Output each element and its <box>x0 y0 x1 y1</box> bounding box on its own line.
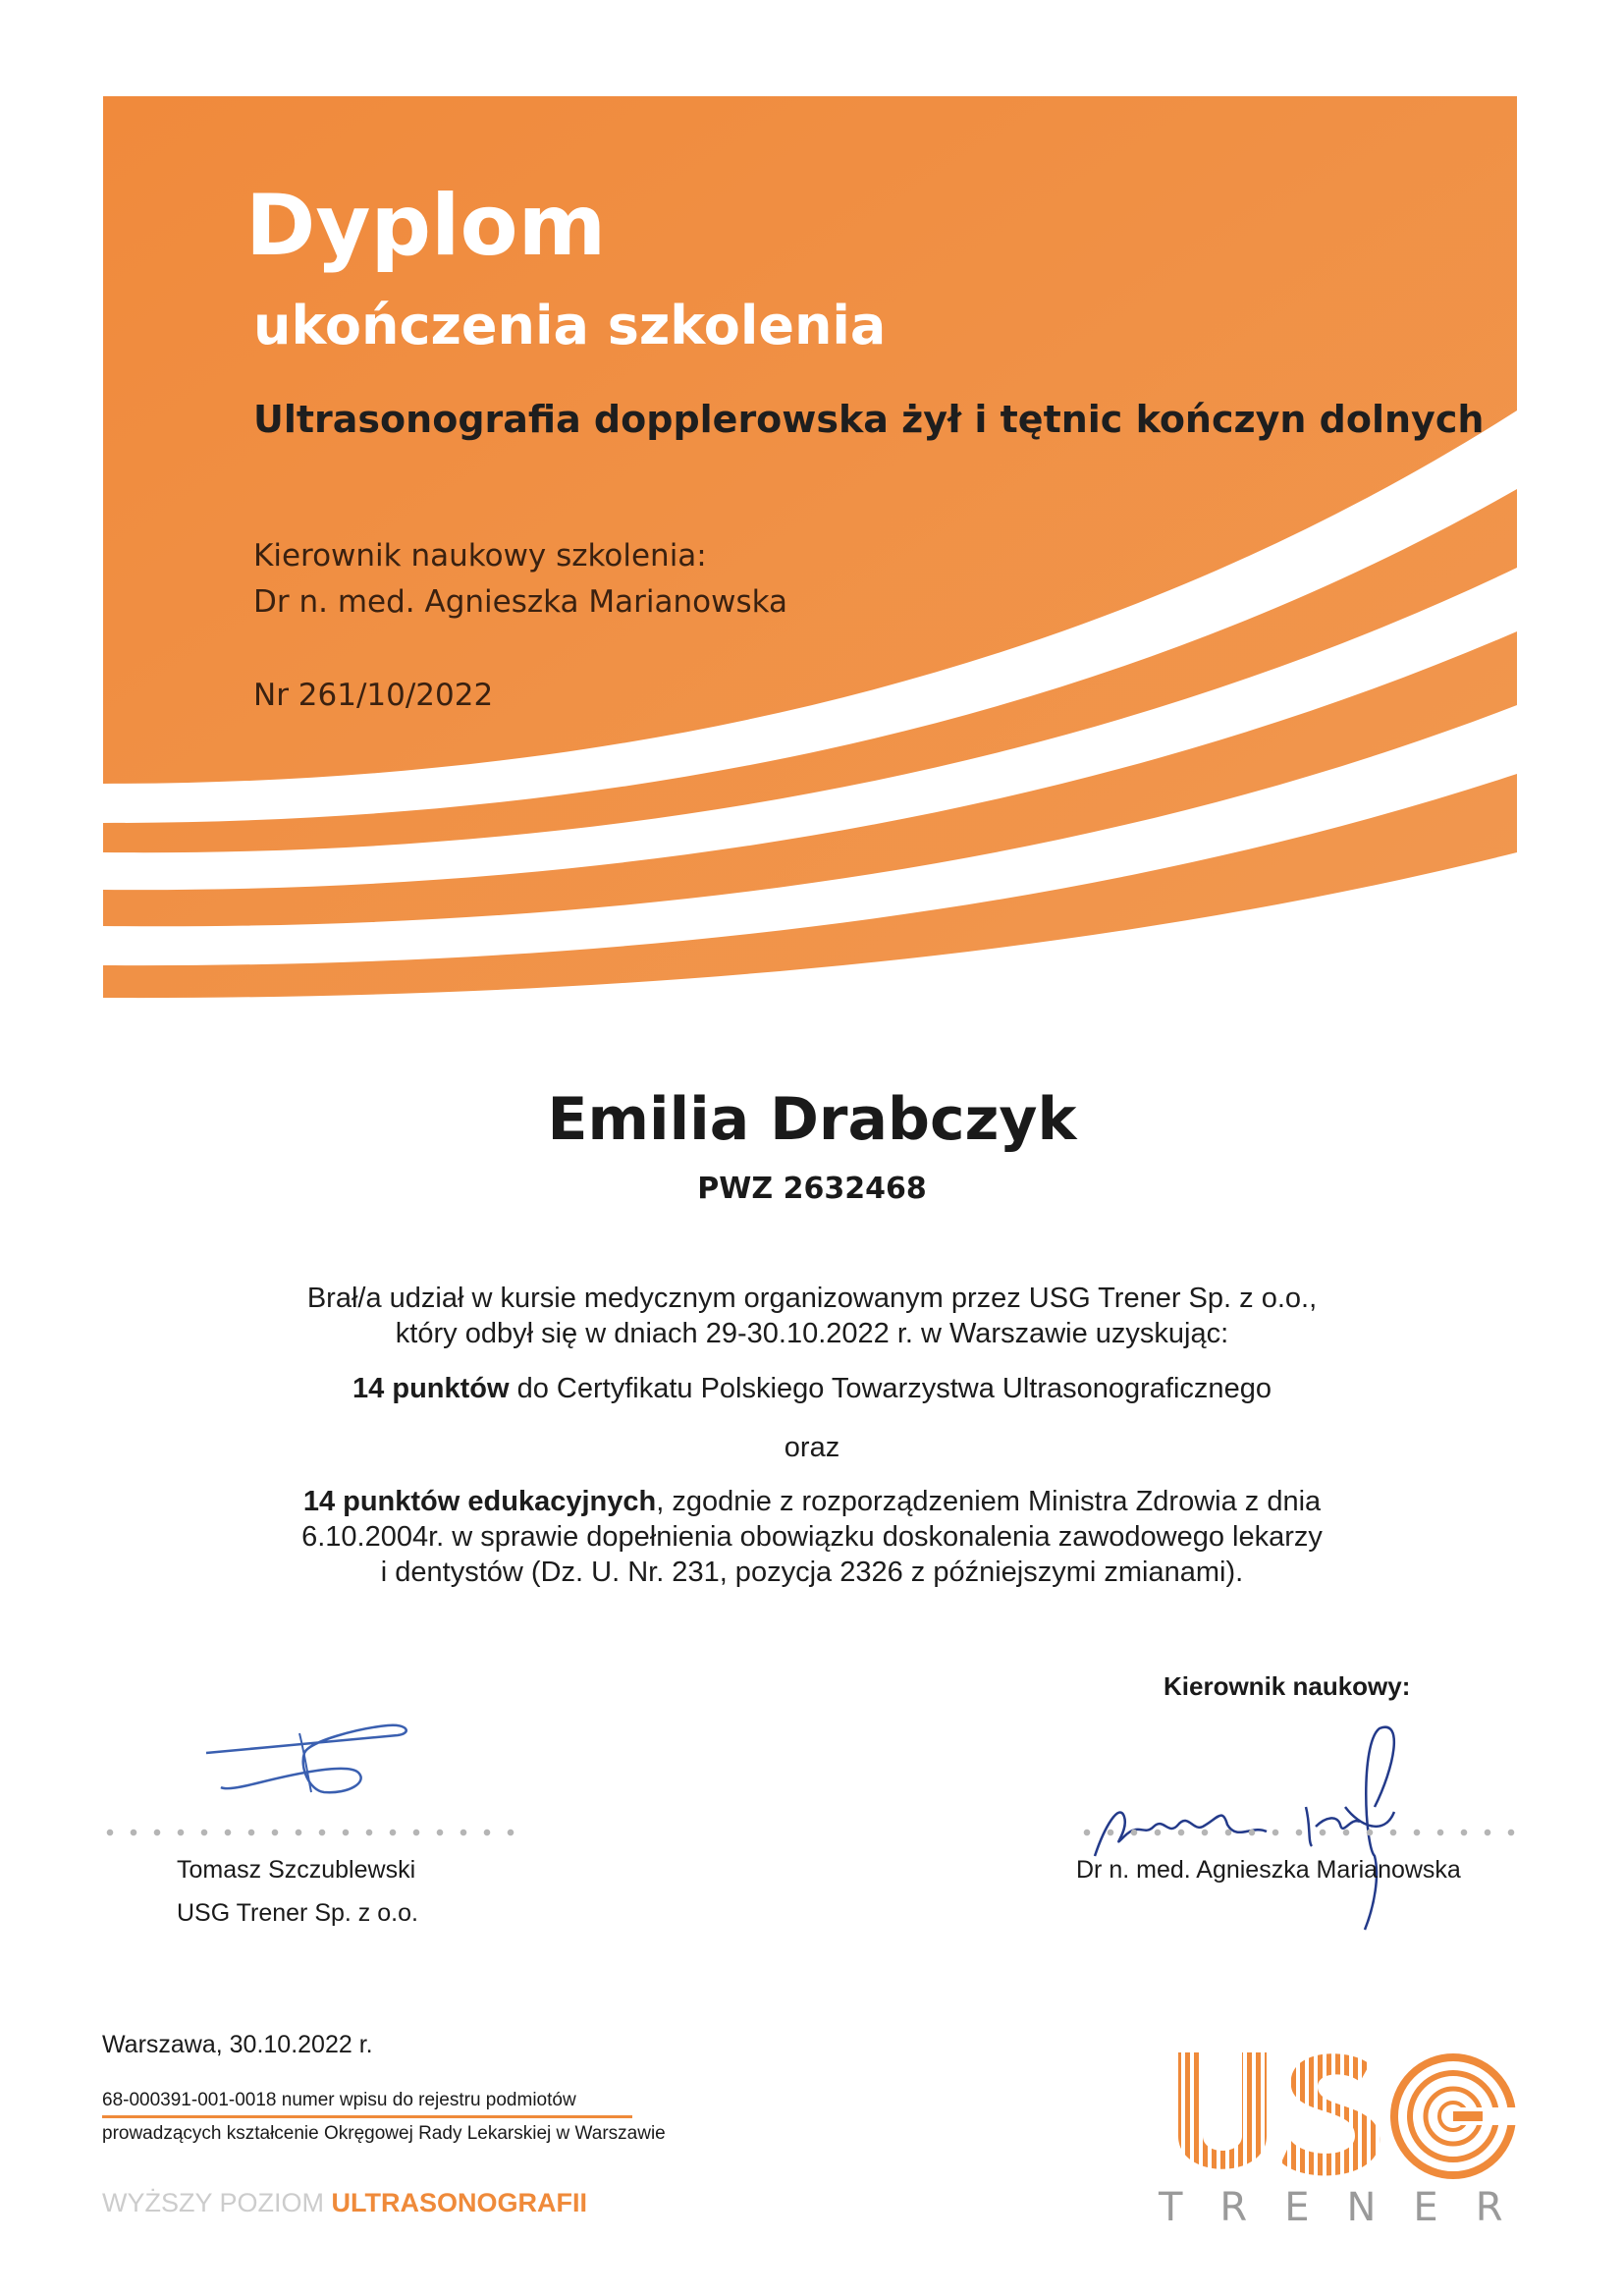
right-signer-name: Dr n. med. Agnieszka Marianowska <box>1076 1856 1461 1884</box>
tagline-light: WYŻSZY POZIOM <box>102 2188 332 2217</box>
registry-line-1: 68-000391-001-0018 numer wpisu do rejestru podmiotów <box>102 2090 576 2110</box>
body-line-6: 6.10.2004r. w sprawie dopełnienia obowiązku doskonalenia zawodowego lekarzy <box>301 1521 1323 1553</box>
course-title: Ultrasonografia dopplerowska żył i tętnic kończyn dolnych <box>253 398 1485 441</box>
diploma-title: Dyplom <box>245 177 607 275</box>
right-signer-label: Kierownik naukowy: <box>1164 1671 1411 1701</box>
body-and: oraz <box>784 1432 840 1463</box>
points-ptu-bold: 14 punktów <box>352 1373 510 1404</box>
left-signature <box>201 1714 417 1802</box>
diploma-subtitle: ukończenia szkolenia <box>253 295 887 356</box>
trener-wordmark: TRENER <box>1159 2185 1541 2230</box>
usg-logo-icon <box>1159 2043 1522 2190</box>
tagline-bold: ULTRASONOGRAFII <box>331 2188 587 2217</box>
body-points-ptu <box>0 1373 1624 1405</box>
scientific-lead-label: Kierownik naukowy szkolenia: <box>253 538 707 574</box>
left-signer-org: USG Trener Sp. z o.o. <box>177 1899 418 1927</box>
body-points-edu <box>0 1486 1624 1518</box>
recipient-pwz: PWZ 2632468 <box>697 1172 927 1206</box>
right-signature <box>1080 1709 1473 1935</box>
left-signer-name: Tomasz Szczublewski <box>177 1856 416 1884</box>
registry-line-2: prowadzących kształcenie Okręgowej Rady Lekarskiej w Warszawie <box>102 2123 666 2144</box>
points-edu-bold: 14 punktów edukacyjnych <box>302 1486 657 1517</box>
points-edu-rest: , zgodnie z rozporządzeniem Ministra Zdrowia z dnia <box>656 1486 1322 1517</box>
body-line-1: Brał/a udział w kursie medycznym organizowanym przez USG Trener Sp. z o.o., <box>306 1283 1318 1314</box>
body-line-7: i dentystów (Dz. U. Nr. 231, pozycja 2326 z późniejszymi zmianami). <box>380 1557 1244 1588</box>
certificate-number: Nr 261/10/2022 <box>253 678 494 713</box>
recipient-name: Emilia Drabczyk <box>547 1085 1077 1154</box>
right-signature-dots <box>1075 1829 1517 1836</box>
body-line-2: który odbył się w dniach 29-30.10.2022 r. w Warszawie uzyskując: <box>395 1318 1229 1349</box>
scientific-lead-name: Dr n. med. Agnieszka Marianowska <box>253 584 787 620</box>
tagline <box>102 2188 587 2218</box>
left-signature-dots <box>98 1829 520 1836</box>
points-ptu-rest: do Certyfikatu Polskiego Towarzystwa Ultrasonograficznego <box>509 1373 1272 1404</box>
city-date: Warszawa, 30.10.2022 r. <box>102 2031 373 2058</box>
registry-underline <box>102 2115 632 2118</box>
